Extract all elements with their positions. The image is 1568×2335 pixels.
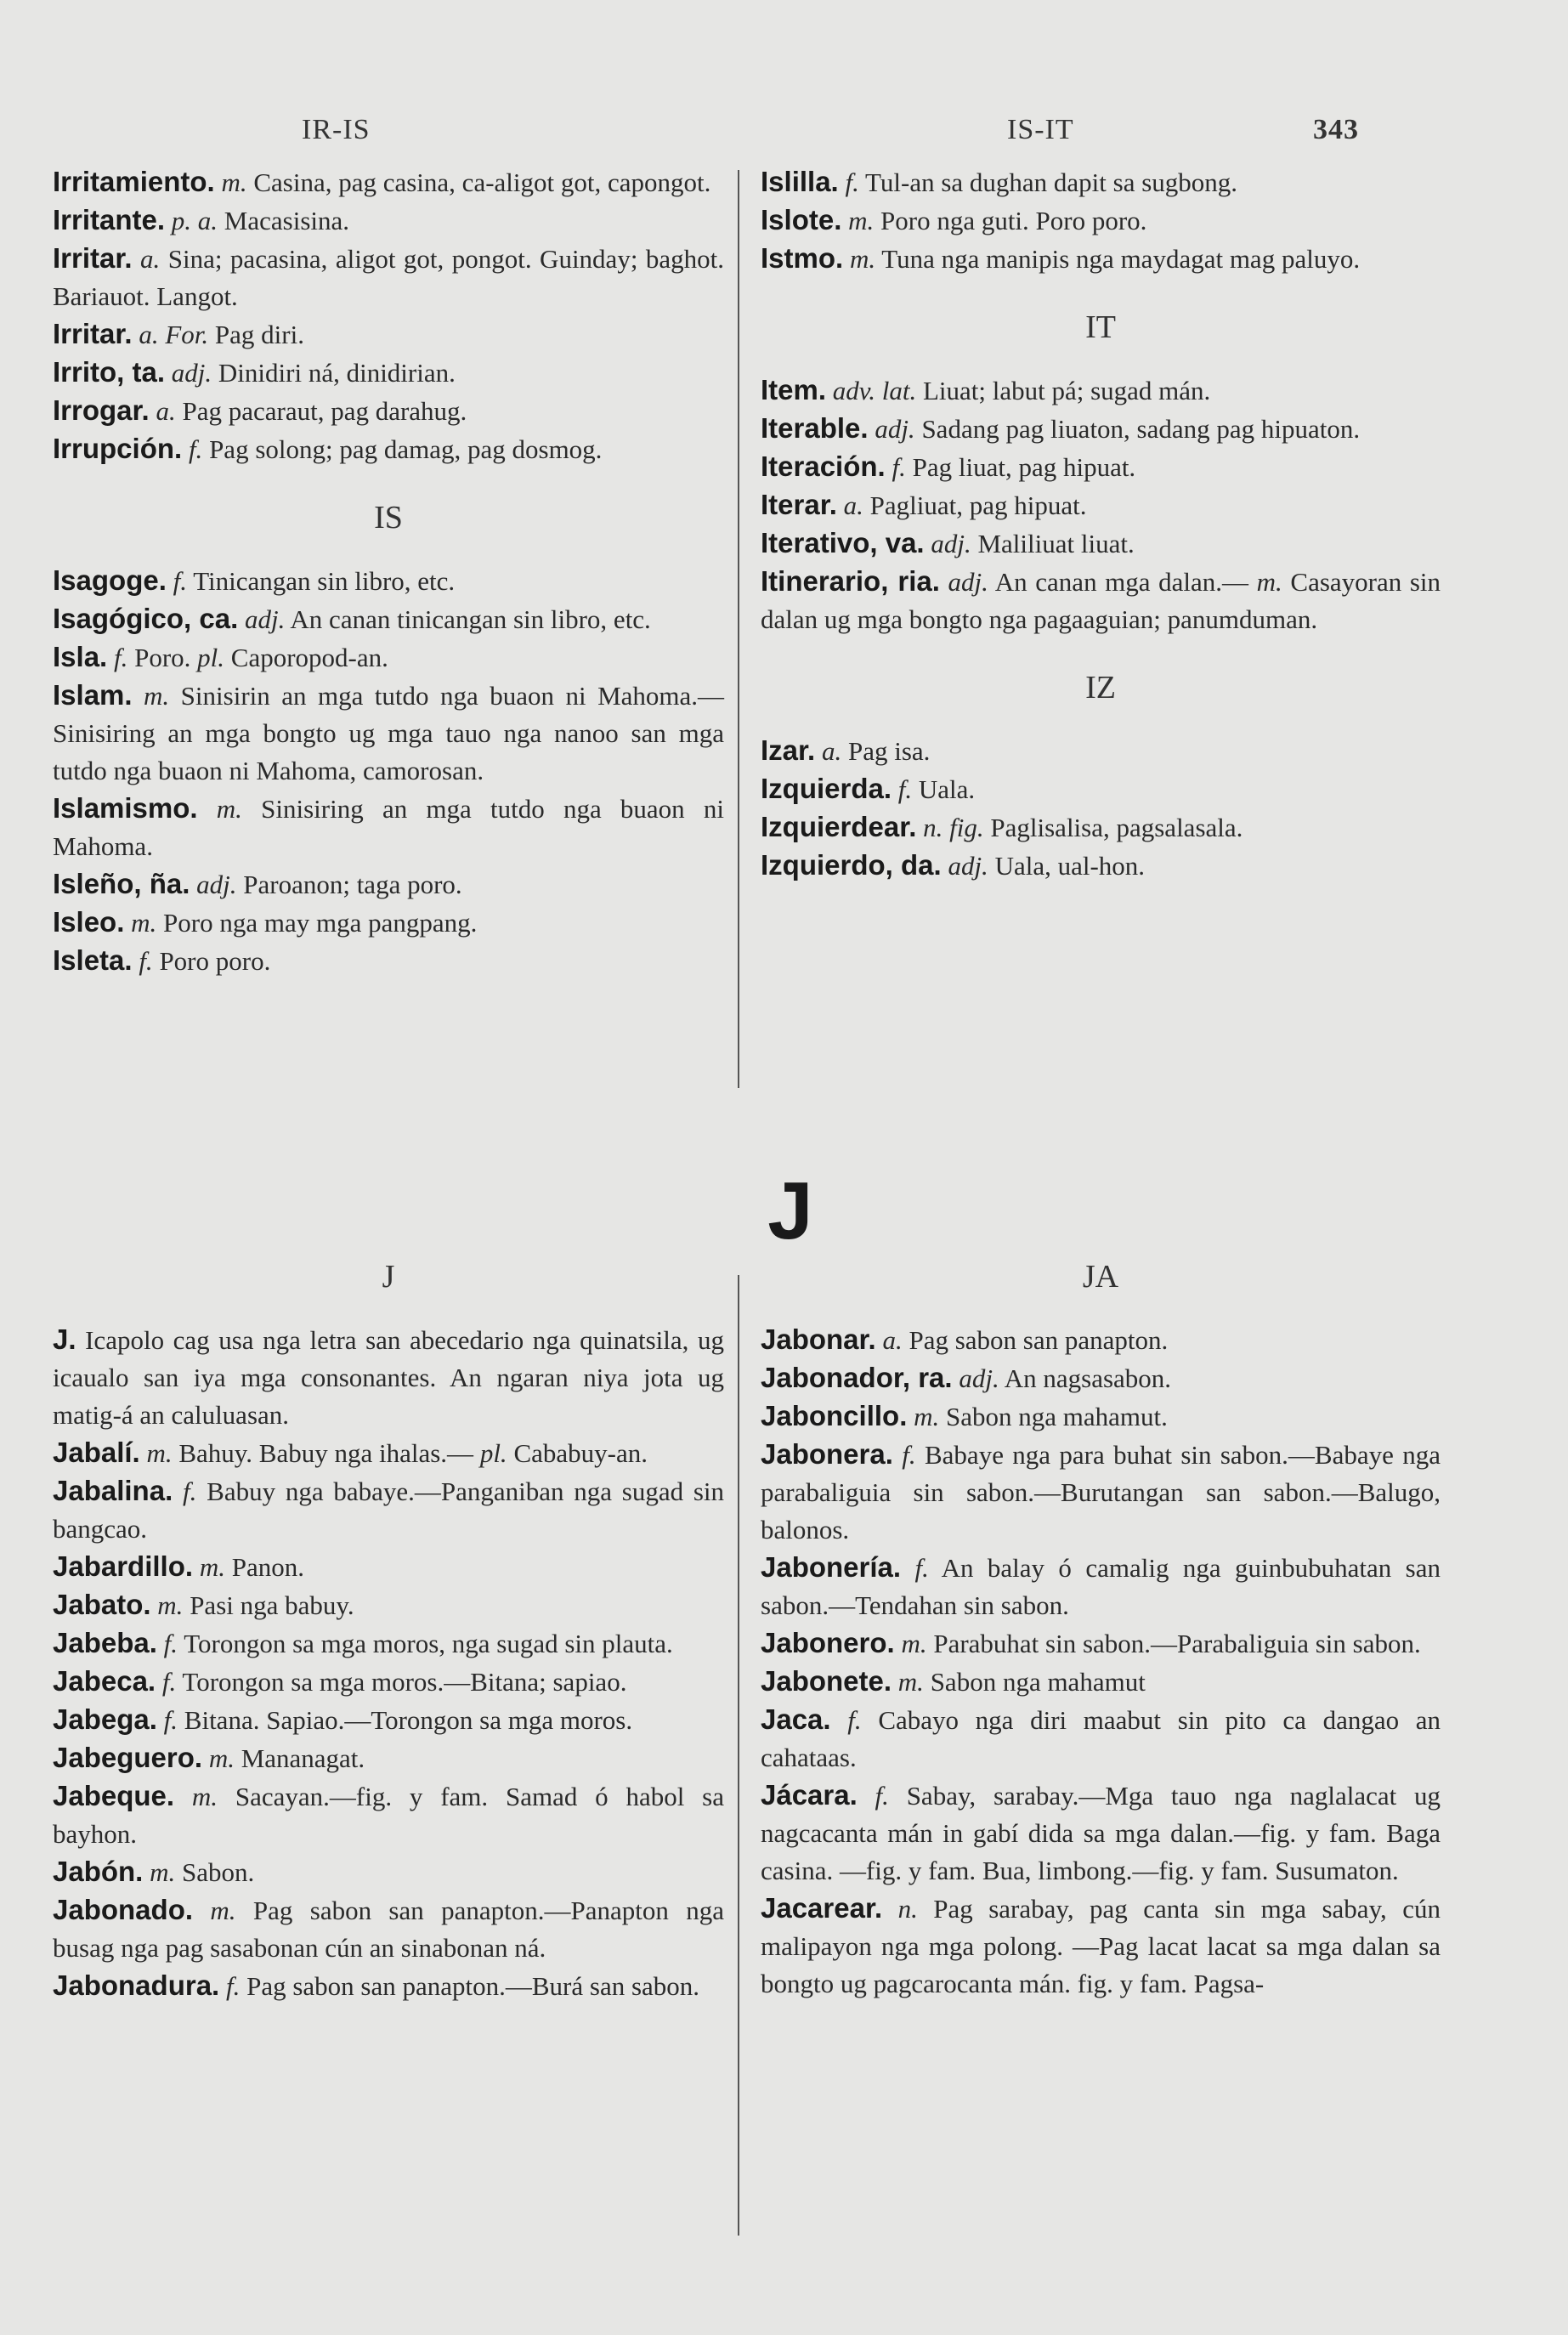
dictionary-entry <box>53 201 724 240</box>
dictionary-entry <box>761 1663 1441 1701</box>
entry-grammar: f. <box>173 566 187 596</box>
entry-headword: Jacarear. <box>761 1892 883 1924</box>
entry-definition: Paglisalisa, pagsalasala. <box>990 813 1243 842</box>
dictionary-entry <box>53 430 724 468</box>
entry-definition: Mananagat. <box>241 1743 365 1773</box>
entry-grammar: m. <box>157 1590 184 1620</box>
column-bottom-left <box>53 1258 724 2005</box>
entry-definition: Pag sabon san panapton.—Panapton nga busag nga pag sasabonan cún an sinabonan ná. <box>53 1896 724 1963</box>
entries-it <box>761 371 1441 638</box>
dictionary-entry <box>53 1739 724 1777</box>
entry-headword: Irrito, ta. <box>53 356 166 388</box>
running-head-left: IR-IS <box>302 114 371 145</box>
entry-grammar: m. <box>849 244 876 274</box>
entry-headword: Irritar. <box>53 318 133 349</box>
entry-definition: Cababuy-an. <box>513 1438 648 1468</box>
entry-headword: Irrupción. <box>53 433 183 464</box>
dictionary-entry <box>53 1434 724 1472</box>
entry-definition: Sinisiring an mga tutdo nga buaon ni Mahoma. <box>53 794 725 861</box>
entry-headword: Iterable. <box>761 412 869 444</box>
entry-grammar: f. <box>902 1440 916 1470</box>
entry-grammar: m. <box>216 794 242 824</box>
entry-headword: Jabeque. <box>53 1780 175 1811</box>
running-head-center: IS-IT <box>1007 114 1074 145</box>
entry-definition: Pag sabon san panapton.—Burá san sabon. <box>246 1971 700 2001</box>
entry-definition: An canan tinicangan sin libro, etc. <box>290 604 651 634</box>
entry-grammar: p. a. <box>171 206 218 235</box>
entry-headword: Jabato. <box>53 1589 151 1620</box>
entry-grammar: f. <box>914 1553 929 1583</box>
dictionary-entry <box>761 448 1441 486</box>
entry-grammar: m. <box>131 908 157 938</box>
entry-definition: Uala. <box>918 774 976 804</box>
dictionary-entry <box>761 486 1441 524</box>
dictionary-entry <box>53 562 724 600</box>
dictionary-entry <box>53 904 724 942</box>
dictionary-entry <box>761 201 1441 240</box>
entry-definition: Pag solong; pag damag, pag dosmog. <box>209 434 603 464</box>
entry-grammar: adj. <box>196 870 237 899</box>
entry-headword: Irritante. <box>53 204 166 235</box>
dictionary-entry <box>53 638 724 677</box>
entry-headword: Jabonado. <box>53 1894 194 1925</box>
entry-grammar: f. <box>875 1781 889 1811</box>
entry-headword: Item. <box>761 374 827 405</box>
dictionary-entry <box>53 1321 724 1434</box>
entry-definition: Sacayan.—fig. y fam. Samad ó habol sa bayhon. <box>53 1782 725 1849</box>
dictionary-entry <box>53 790 724 865</box>
entry-definition: Babaye nga para buhat sin sabon.—Babaye nga parabaliguia sin sabon.—Burutangan san sabon.—Balugo, balonos. <box>761 1440 1441 1544</box>
entry-definition: Casina, pag casina, ca-aligot got, capongot. <box>253 167 711 197</box>
entry-definition: Paroanon; taga poro. <box>243 870 462 899</box>
entry-headword: Jabardillo. <box>53 1550 194 1582</box>
entries-iz <box>761 732 1441 885</box>
entry-headword: Isleta. <box>53 944 133 976</box>
dictionary-entry <box>53 1853 724 1891</box>
dictionary-entry <box>53 1891 724 1967</box>
entry-headword: Jabón. <box>53 1856 144 1887</box>
page-number: 343 <box>1313 114 1359 145</box>
dictionary-entry <box>53 1586 724 1624</box>
column-divider-top <box>738 170 739 1088</box>
entries-is-right <box>761 163 1441 278</box>
entry-headword: Izquierdo, da. <box>761 849 942 881</box>
entry-grammar: f. <box>161 1667 177 1697</box>
section-heading-is: IS <box>374 500 403 536</box>
entry-grammar: m. <box>146 1438 173 1468</box>
column-top-left <box>53 163 724 980</box>
dictionary-entry <box>761 847 1441 885</box>
entry-grammar: adj. <box>959 1363 999 1393</box>
entry-definition: Poro nga guti. Poro poro. <box>880 206 1147 235</box>
entry-definition: An nagsasabon. <box>1004 1363 1172 1393</box>
entry-grammar: adv. lat. <box>832 376 917 405</box>
entry-grammar: f. <box>183 1476 197 1506</box>
column-divider-bottom <box>738 1275 739 2236</box>
entry-headword: Islam. <box>53 679 133 711</box>
entry-grammar: m. <box>208 1743 235 1773</box>
entry-definition: Dinidiri ná, dinidirian. <box>218 358 456 388</box>
entry-headword: Jabeguero. <box>53 1742 203 1773</box>
entry-grammar: n. <box>897 1894 918 1924</box>
dictionary-entry <box>761 808 1441 847</box>
entry-definition: Panon. <box>231 1552 304 1582</box>
entry-grammar: f. <box>892 452 906 482</box>
entry-definition: Tuna nga manipis nga maydagat mag paluyo. <box>881 244 1361 274</box>
entry-headword: Jabonera. <box>761 1438 893 1470</box>
entry-headword: Istmo. <box>761 242 844 274</box>
entry-grammar: f. <box>139 946 153 976</box>
entry-headword: Jabonero. <box>761 1627 895 1658</box>
entry-grammar: a. <box>156 396 176 426</box>
entry-grammar: m. <box>144 681 170 711</box>
entry-definition: Sadang pag liuaton, sadang pag hipuaton. <box>921 414 1361 444</box>
entry-grammar: m. <box>210 1896 236 1925</box>
entry-headword: Iterar. <box>761 489 837 520</box>
dictionary-entry <box>761 1359 1441 1397</box>
entry-definition: Sabon nga mahamut <box>930 1667 1146 1697</box>
entry-definition: Sabay, sarabay.—Mga tauo nga naglalacat ug nagcacanta mán in gabí dida sa mga dalan.—fig. y fam. Baga casina. —fig. y fam. Bua, limbong.—fig. y fam. Susumaton. <box>761 1781 1441 1885</box>
entry-grammar: adj. <box>931 529 971 558</box>
dictionary-entry <box>761 1777 1441 1890</box>
entry-headword: Jabonadura. <box>53 1969 220 2001</box>
entry-definition: Torongon sa mga moros, nga sugad sin plauta. <box>184 1629 673 1658</box>
entry-headword: J. <box>53 1323 76 1355</box>
entry-definition: Poro nga may mga pangpang. <box>163 908 478 938</box>
dictionary-entry <box>53 677 724 790</box>
entry-grammar: m. <box>1256 567 1282 597</box>
column-top-right <box>761 163 1441 885</box>
entry-grammar: m. <box>221 167 247 197</box>
entry-definition: Casayoran sin dalan ug mga bongto nga pagaaguian; panumduman. <box>761 567 1441 634</box>
dictionary-entry <box>53 865 724 904</box>
entry-grammar: m. <box>191 1782 218 1811</box>
entry-headword: Izquierdear. <box>761 811 917 842</box>
entry-headword: Jabalí. <box>53 1437 140 1468</box>
entry-definition: Pag sarabay, pag canta sin mga sabay, cún malipayon nga mga polong. —Pag lacat lacat sa mga dalan sa bongto ug pagcarocanta mán. fig. y fam. Pagsa- <box>761 1894 1441 1998</box>
dictionary-entry <box>761 240 1441 278</box>
column-bottom-right <box>761 1258 1441 2003</box>
entry-grammar: f. <box>897 774 913 804</box>
dictionary-entry <box>53 392 724 430</box>
entry-grammar: adj. <box>171 358 212 388</box>
entry-definition: Poro. <box>134 643 191 672</box>
dictionary-entry <box>761 563 1441 638</box>
dictionary-entry <box>761 410 1441 448</box>
entry-grammar: m. <box>199 1552 225 1582</box>
dictionary-entry <box>761 524 1441 563</box>
entry-definition: Pagliuat, pag hipuat. <box>869 490 1087 520</box>
entry-headword: Islilla. <box>761 166 839 197</box>
dictionary-entry <box>761 770 1441 808</box>
entry-grammar: m. <box>914 1402 940 1431</box>
entry-definition: Pag liuat, pag hipuat. <box>912 452 1136 482</box>
entry-definition: Torongon sa mga moros.—Bitana; sapiao. <box>182 1667 627 1697</box>
entry-definition: Sabon. <box>182 1857 255 1887</box>
dictionary-entry <box>53 1472 724 1548</box>
entry-definition: Poro poro. <box>159 946 271 976</box>
entry-definition: Pag pacaraut, pag darahug. <box>182 396 467 426</box>
entry-definition: Tinicangan sin libro, etc. <box>193 566 456 596</box>
entry-grammar: f. <box>188 434 203 464</box>
entry-definition: Sinisirin an mga tutdo nga buaon ni Mahoma.—Sinisiring an mga bongto ug mga tauo nga nanoo san mga tutdo nga buaon ni Mahoma, camorosan. <box>53 681 725 785</box>
dictionary-entry <box>761 732 1441 770</box>
dictionary-entry <box>53 1663 724 1701</box>
entry-headword: Izar. <box>761 734 816 766</box>
entry-headword: Isleño, ña. <box>53 868 190 899</box>
entry-headword: Iteración. <box>761 451 886 482</box>
entry-grammar: adj. <box>948 851 988 881</box>
entry-grammar: f. <box>225 1971 241 2001</box>
entry-headword: Isagoge. <box>53 564 167 596</box>
entry-headword: Jabeca. <box>53 1665 156 1697</box>
entry-headword: Jabonería. <box>761 1551 902 1583</box>
dictionary-entry <box>761 1549 1441 1624</box>
entry-grammar: adj. <box>948 567 988 597</box>
entry-headword: Jácara. <box>761 1779 858 1811</box>
entry-grammar: pl. <box>197 643 225 672</box>
entry-definition: Bitana. Sapiao.—Torongon sa mga moros. <box>184 1705 633 1735</box>
entry-headword: Jabonar. <box>761 1323 876 1355</box>
big-letter-heading: J <box>767 1165 813 1256</box>
entry-definition: Parabuhat sin sabon.—Parabaliguia sin sabon. <box>933 1629 1421 1658</box>
entry-grammar: a. <box>821 736 842 766</box>
dictionary-entry <box>53 1548 724 1586</box>
entry-definition: An balay ó camalig nga guinbubuhatan san sabon.—Tendahan sin sabon. <box>761 1553 1441 1620</box>
entry-headword: Jabonador, ra. <box>761 1362 953 1393</box>
entry-definition: Pag isa. <box>847 736 931 766</box>
entry-grammar: a. For. <box>139 320 209 349</box>
dictionary-entry <box>761 1701 1441 1777</box>
entry-headword: Islote. <box>761 204 842 235</box>
dictionary-entry <box>761 1436 1441 1549</box>
entry-definition: Caporopod-an. <box>230 643 388 672</box>
entry-grammar: a. <box>882 1325 903 1355</box>
entry-headword: Isleo. <box>53 906 125 938</box>
entry-headword: Jabonete. <box>761 1665 892 1697</box>
entry-headword: Itinerario, ria. <box>761 565 940 597</box>
entry-headword: Isagógico, ca. <box>53 603 239 634</box>
dictionary-entry <box>761 371 1441 410</box>
entry-headword: Islamismo. <box>53 792 198 824</box>
entry-headword: Isla. <box>53 641 108 672</box>
entry-grammar: f. <box>113 643 128 672</box>
section-heading-iz: IZ <box>1085 670 1116 706</box>
dictionary-entry <box>53 240 724 315</box>
entry-definition: Sabon nga mahamut. <box>946 1402 1168 1431</box>
entries-is <box>53 562 724 980</box>
entry-headword: Iterativo, va. <box>761 527 925 558</box>
entry-headword: Irrogar. <box>53 394 150 426</box>
entry-grammar: f. <box>163 1705 178 1735</box>
entry-definition: Pasi nga babuy. <box>190 1590 354 1620</box>
entry-grammar: adj. <box>245 604 286 634</box>
entry-grammar: m. <box>150 1857 176 1887</box>
entry-grammar: m. <box>901 1629 927 1658</box>
section-heading-ja: JA <box>1082 1259 1119 1295</box>
dictionary-entry <box>53 315 724 354</box>
dictionary-entry <box>53 354 724 392</box>
entry-headword: Irritamiento. <box>53 166 215 197</box>
entries-ja <box>761 1321 1441 2003</box>
entry-grammar: f. <box>845 167 859 197</box>
entry-definition: Sina; pacasina, aligot got, pongot. Guinday; baghot. Bariauot. Langot. <box>53 244 725 311</box>
entry-grammar: a. <box>843 490 863 520</box>
dictionary-entry <box>761 1321 1441 1359</box>
entry-grammar: f. <box>163 1629 178 1658</box>
entry-definition: Tul-an sa dughan dapit sa sugbong. <box>865 167 1238 197</box>
entry-headword: Jaca. <box>761 1703 831 1735</box>
entry-grammar: pl. <box>479 1438 507 1468</box>
entry-headword: Irritar. <box>53 242 133 274</box>
entry-grammar: m. <box>848 206 875 235</box>
dictionary-entry <box>53 942 724 980</box>
entry-definition: Maliliuat liuat. <box>977 529 1135 558</box>
dictionary-entry <box>53 1777 724 1853</box>
entry-definition: Bahuy. Babuy nga ihalas.— <box>178 1438 474 1468</box>
entry-definition: Liuat; labut pá; sugad mán. <box>922 376 1211 405</box>
entry-headword: Jabalina. <box>53 1475 173 1506</box>
entry-headword: Jaboncillo. <box>761 1400 908 1431</box>
dictionary-entry <box>761 1624 1441 1663</box>
dictionary-entry <box>761 1890 1441 2003</box>
dictionary-entry <box>53 1701 724 1739</box>
entry-definition: Icapolo cag usa nga letra san abecedario nga quinatsila, ug icaualo san iya mga consonantes. An ngaran niya jota ug matig-á an caluluasan. <box>53 1325 724 1430</box>
section-heading-j: J <box>382 1259 395 1295</box>
entry-grammar: n. fig. <box>923 813 984 842</box>
entry-grammar: f. <box>847 1705 862 1735</box>
dictionary-entry <box>53 1967 724 2005</box>
entries-j <box>53 1321 724 2005</box>
entry-definition: Babuy nga babaye.—Panganiban nga sugad sin bangcao. <box>53 1476 725 1544</box>
entries-ir <box>53 163 724 468</box>
section-heading-it: IT <box>1085 309 1116 345</box>
entry-grammar: adj. <box>875 414 915 444</box>
entry-definition: An canan mga dalan.— <box>994 567 1249 597</box>
dictionary-entry <box>761 163 1441 201</box>
dictionary-entry <box>53 163 724 201</box>
dictionary-entry <box>761 1397 1441 1436</box>
entry-grammar: m. <box>897 1667 924 1697</box>
entry-grammar: a. <box>140 244 161 274</box>
dictionary-entry <box>53 600 724 638</box>
entry-definition: Pag sabon san panapton. <box>909 1325 1169 1355</box>
dictionary-entry <box>53 1624 724 1663</box>
entry-headword: Jabeba. <box>53 1627 157 1658</box>
entry-headword: Izquierda. <box>761 773 892 804</box>
entry-headword: Jabega. <box>53 1703 157 1735</box>
entry-definition: Pag diri. <box>214 320 304 349</box>
entry-definition: Macasisina. <box>224 206 350 235</box>
entry-definition: Cabayo nga diri maabut sin pito ca dangao an cahataas. <box>761 1705 1441 1772</box>
entry-definition: Uala, ual-hon. <box>994 851 1146 881</box>
